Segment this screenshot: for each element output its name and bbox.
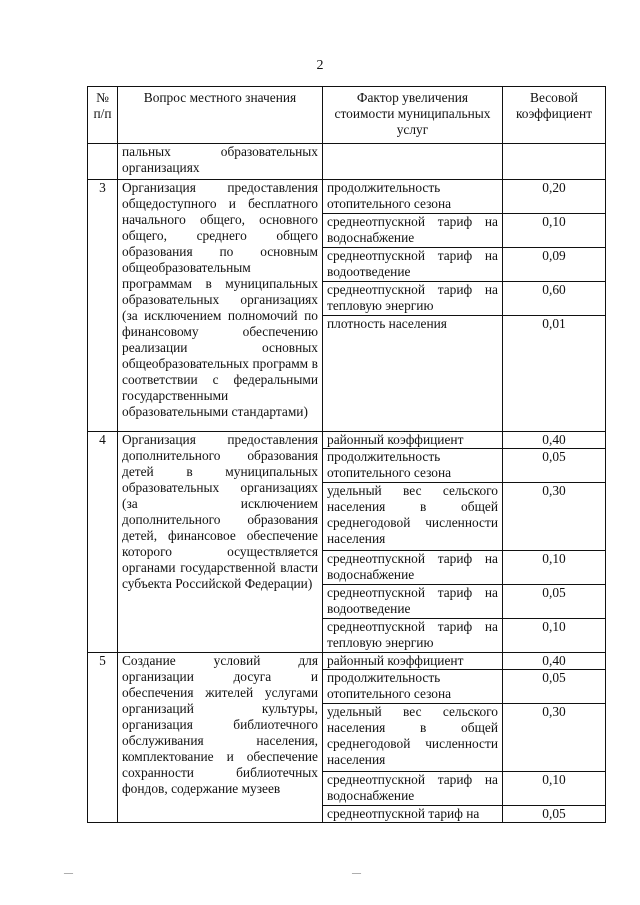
factor-cell: продолжительность отопительного сезона — [323, 180, 503, 214]
continuation-weight-cell — [503, 144, 606, 180]
factor-cell: продолжительность отопительного сезона — [323, 670, 503, 704]
continuation-question: пальных образовательных организациях — [118, 144, 323, 180]
coefficients-table — [87, 86, 606, 823]
continuation-num-cell — [88, 144, 118, 180]
factor-cell: продолжительность отопительного сезона — [323, 449, 503, 483]
question-cell: Организация предоставления общедоступного и бесплатного начального общего, основного общего, среднего общего образования по основным общеобразовательным программам в муниципальных образовательных организациях (за исключением полномочий по финансовому обеспечению реализации основных общеобразовательных программ в соответствии с федеральными государственными образовательными стандартами) — [118, 180, 323, 432]
header-question: Вопрос местного значения — [118, 87, 323, 144]
weight-cell: 0,40 — [503, 432, 606, 449]
factor-cell: среднеотпускной тариф на тепловую энергию — [323, 282, 503, 316]
factor-cell: среднеотпускной тариф на — [323, 806, 503, 823]
factor-cell: среднеотпускной тариф на водоснабжение — [323, 772, 503, 806]
weight-cell: 0,30 — [503, 704, 606, 772]
header-num: № п/п — [88, 87, 118, 144]
table-row — [88, 653, 606, 670]
continuation-factor-cell — [323, 144, 503, 180]
factor-cell: среднеотпускной тариф на водоснабжение — [323, 214, 503, 248]
factor-cell: среднеотпускной тариф на водоснабжение — [323, 551, 503, 585]
weight-cell: 0,05 — [503, 670, 606, 704]
weight-cell: 0,01 — [503, 316, 606, 432]
row-number: 3 — [88, 180, 118, 432]
weight-cell: 0,40 — [503, 653, 606, 670]
question-cell: Создание условий для организации досуга и обеспечения жителей услугами организаций культуры, организация библиотечного обслуживания населения, комплектование и обеспечение сохранности библиотечных фондов, содержание музеев — [118, 653, 323, 823]
header-weight: Весовой коэффициент — [503, 87, 606, 144]
factor-cell: удельный вес сельского населения в общей среднегодовой численности населения — [323, 483, 503, 551]
weight-cell: 0,10 — [503, 772, 606, 806]
row-number: 4 — [88, 432, 118, 653]
weight-cell: 0,60 — [503, 282, 606, 316]
weight-cell: 0,05 — [503, 806, 606, 823]
factor-cell: среднеотпускной тариф на тепловую энергию — [323, 619, 503, 653]
weight-cell: 0,10 — [503, 551, 606, 585]
weight-cell: 0,09 — [503, 248, 606, 282]
weight-cell: 0,20 — [503, 180, 606, 214]
header-factor: Фактор увеличения стоимости муниципальных услуг — [323, 87, 503, 144]
question-cell: Организация предоставления дополнительного образования детей в муниципальных образовательных организациях (за исключением дополнительного образования детей, финансовое обеспечение которого осуществляется органами государственной власти субъекта Российской Федерации) — [118, 432, 323, 653]
factor-cell: среднеотпускной тариф на водоотведение — [323, 585, 503, 619]
row-number: 5 — [88, 653, 118, 823]
weight-cell: 0,05 — [503, 449, 606, 483]
factor-cell: удельный вес сельского населения в общей среднегодовой численности населения — [323, 704, 503, 772]
continuation-row — [88, 144, 606, 180]
table-row — [88, 432, 606, 449]
factor-cell: плотность населения — [323, 316, 503, 432]
table-header-row — [88, 87, 606, 144]
weight-cell: 0,05 — [503, 585, 606, 619]
weight-cell: 0,10 — [503, 619, 606, 653]
weight-cell: 0,10 — [503, 214, 606, 248]
page-number: 2 — [316, 58, 324, 73]
factor-cell: районный коэффициент — [323, 653, 503, 670]
weight-cell: 0,30 — [503, 483, 606, 551]
table-row — [88, 180, 606, 214]
scan-mark-left: — — [64, 868, 73, 878]
scan-mark-center: — — [352, 868, 361, 878]
factor-cell: районный коэффициент — [323, 432, 503, 449]
factor-cell: среднеотпускной тариф на водоотведение — [323, 248, 503, 282]
